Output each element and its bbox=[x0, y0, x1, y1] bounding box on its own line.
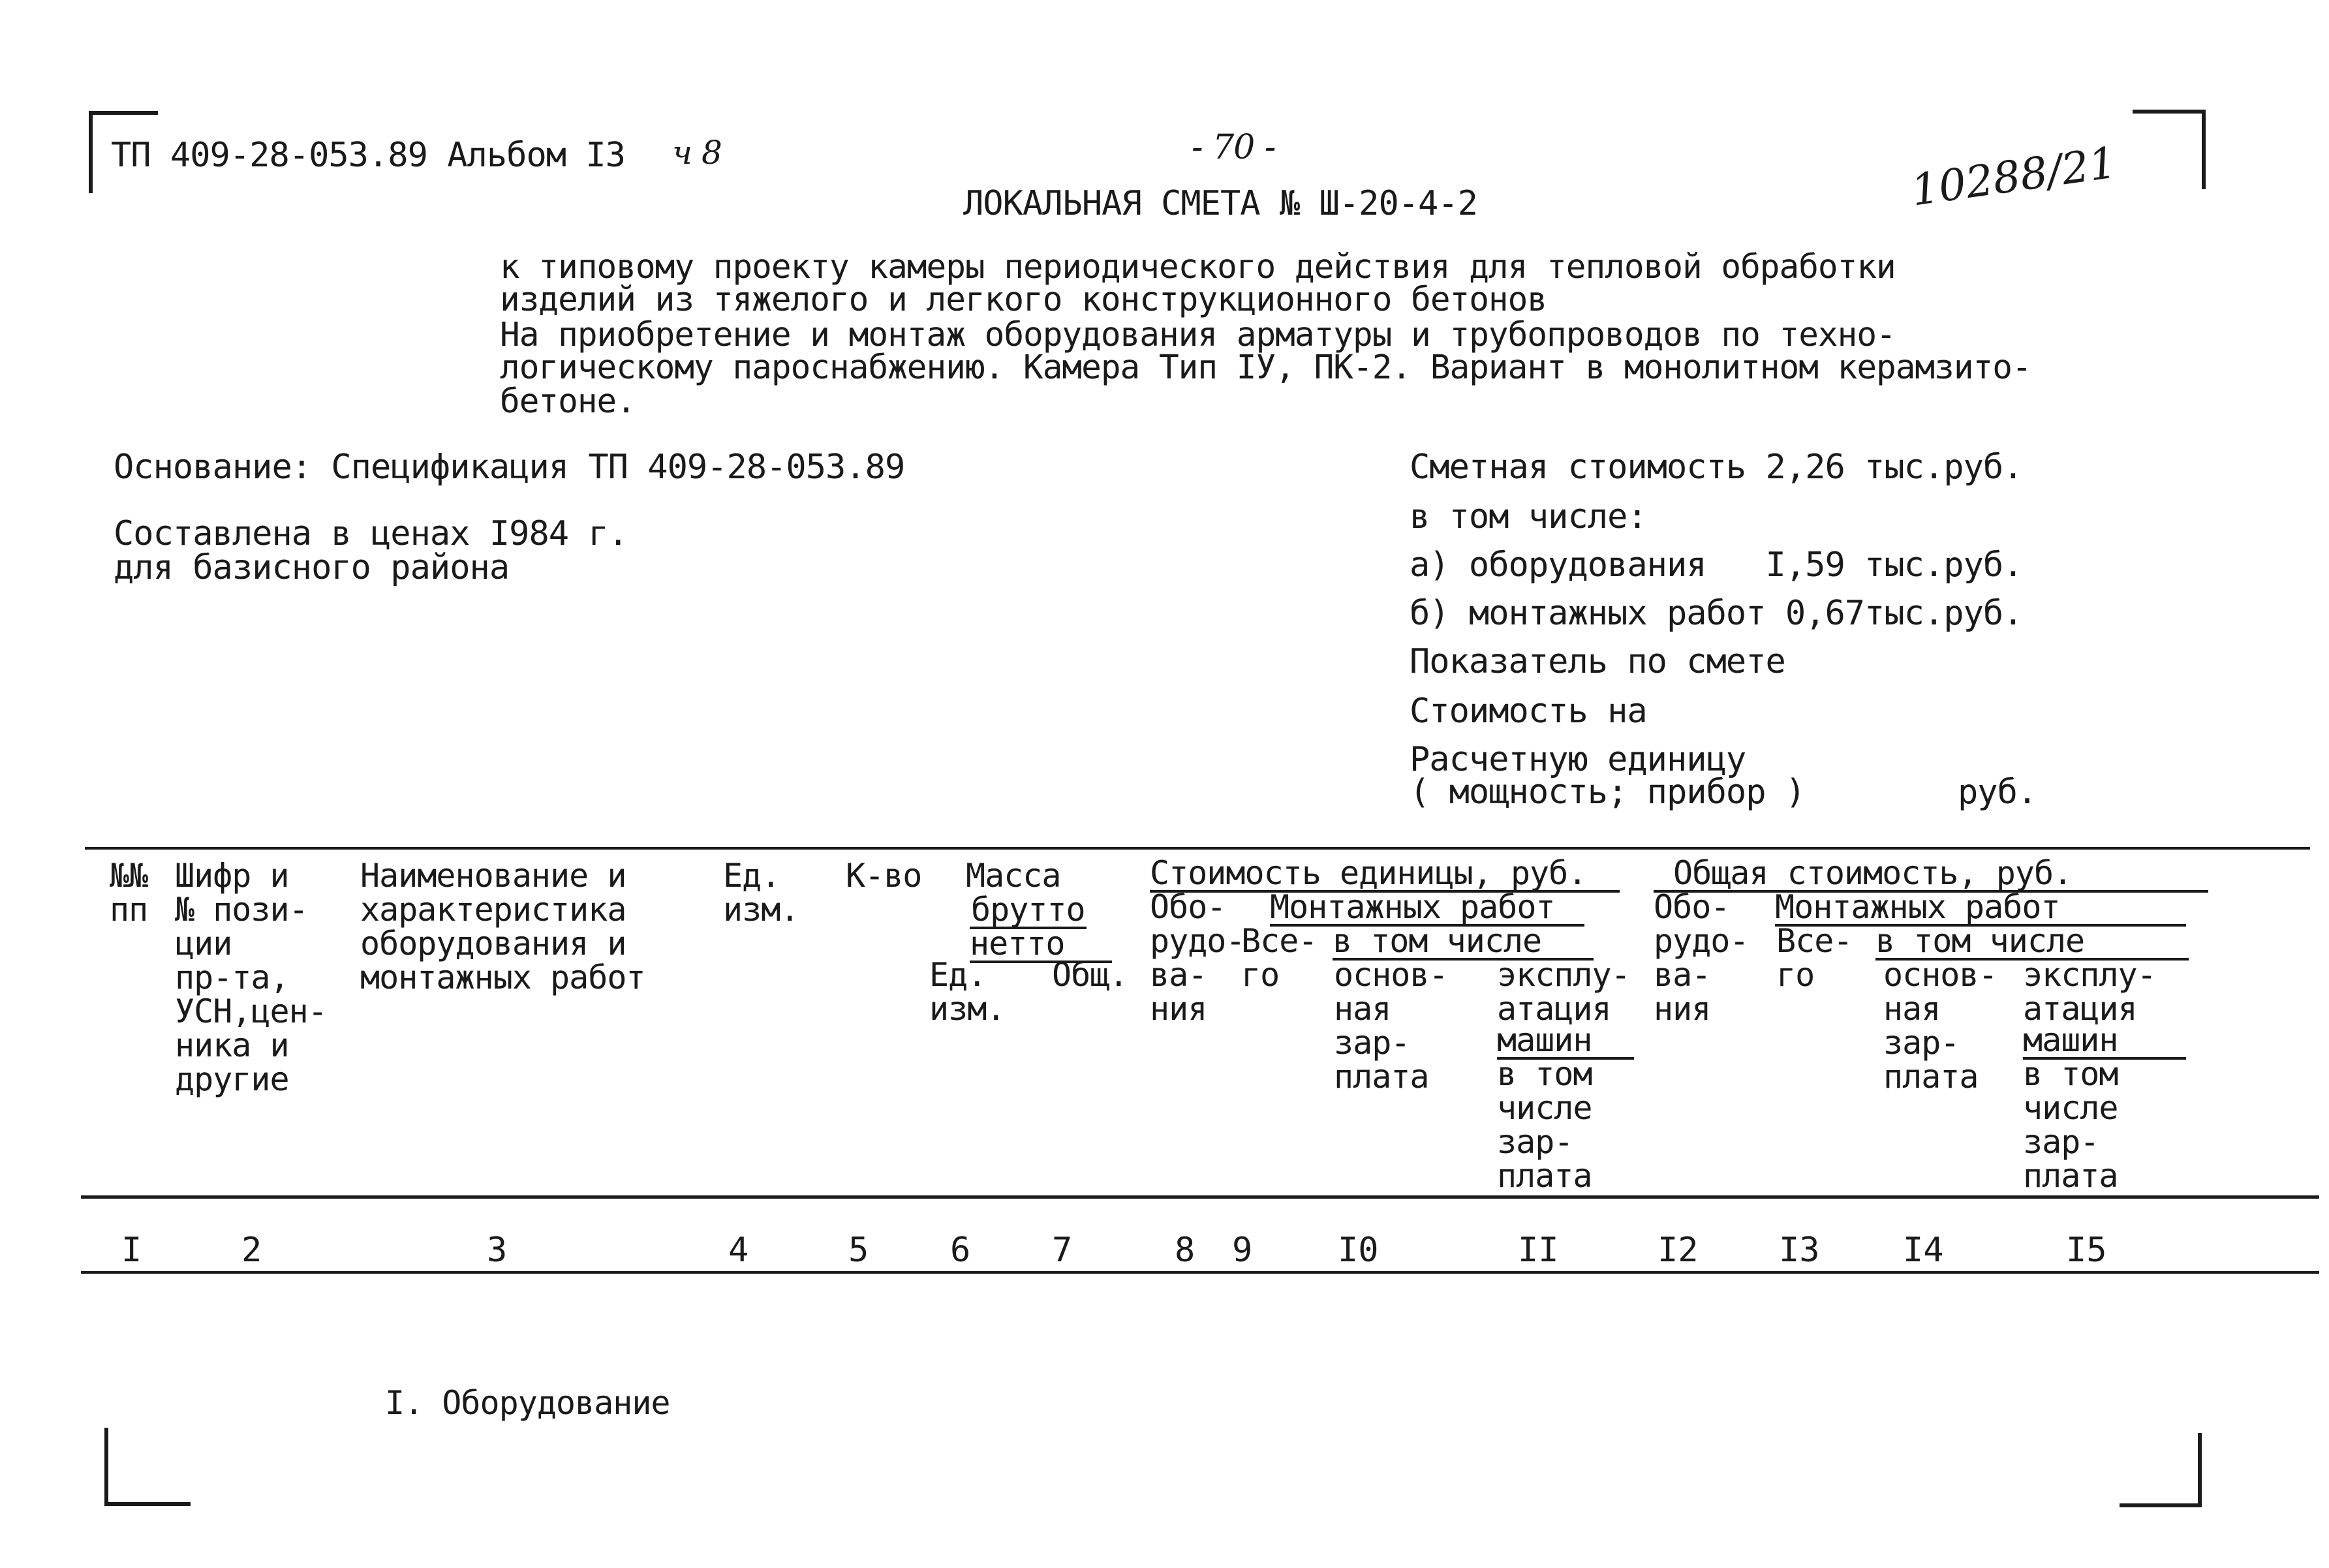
mass-header: Масса bbox=[966, 857, 1061, 895]
document-code: ТП 409-28-053.89 Альбом I3 bbox=[111, 136, 625, 175]
unit-including-header: в том числе bbox=[1333, 924, 1594, 961]
column-number-14: I4 bbox=[1903, 1231, 1944, 1270]
base-region: для базисного района bbox=[114, 548, 510, 587]
unit-machine-salary-header: в том числе зар- плата bbox=[1497, 1055, 1592, 1195]
column-number-4: 4 bbox=[728, 1231, 749, 1270]
total-cost-header: Общая стоимость, руб. bbox=[1654, 856, 2208, 893]
equipment-cost: а) оборудования I,59 тыс.руб. bbox=[1410, 546, 2023, 585]
unit-machine-operation-header: эксплу- атация bbox=[1497, 956, 1630, 1028]
column-number-15: I5 bbox=[2066, 1231, 2107, 1270]
unit-equipment-header: Обо- рудо- ва- ния bbox=[1150, 888, 1245, 1028]
description-line-2: изделий из тяжелого и легкого конструкционного бетонов bbox=[500, 281, 1547, 319]
column-number-3: 3 bbox=[487, 1231, 508, 1270]
total-machine-operation-header: эксплу- атация bbox=[2023, 956, 2156, 1028]
handwritten-inventory-number: 10288/21 bbox=[1908, 137, 2120, 216]
column-number-10: I0 bbox=[1338, 1231, 1379, 1270]
total-base-salary-header: основ- ная зар- плата bbox=[1883, 956, 1997, 1096]
column-number-8: 8 bbox=[1175, 1231, 1195, 1270]
unit-machines-label: машин bbox=[1497, 1023, 1634, 1060]
total-machine-salary-header: в том числе зар- плата bbox=[2023, 1055, 2118, 1195]
column-number-13: I3 bbox=[1779, 1231, 1820, 1270]
cost-per-label: Стоимость на bbox=[1410, 692, 1647, 731]
mass-netto-label: нетто bbox=[970, 927, 1112, 963]
estimate-indicator: Показатель по смете bbox=[1410, 642, 1785, 681]
basis-specification: Основание: Спецификация ТП 409-28-053.89 bbox=[114, 448, 905, 487]
estimated-cost: Сметная стоимость 2,26 тыс.руб. bbox=[1410, 448, 2023, 487]
unit-installation-header: Монтажных работ bbox=[1270, 890, 1584, 927]
section-title-equipment: I. Оборудование bbox=[385, 1384, 670, 1422]
column-number-12: I2 bbox=[1658, 1231, 1699, 1270]
table-top-rule bbox=[85, 847, 2310, 850]
total-including-header: в том числе bbox=[1875, 924, 2189, 961]
corner-bottom-right bbox=[2120, 1433, 2202, 1507]
column-number-7: 7 bbox=[1052, 1231, 1073, 1270]
column-number-2: 2 bbox=[241, 1231, 262, 1270]
total-machines-label: машин bbox=[2023, 1023, 2186, 1060]
column-number-1: I bbox=[121, 1231, 142, 1270]
handwritten-album-note: ч 8 bbox=[672, 134, 722, 172]
mass-brutto-label: брутто bbox=[971, 891, 1085, 929]
unit-installation-total-header: Все- го bbox=[1241, 922, 1318, 994]
column-number-11: II bbox=[1518, 1231, 1559, 1270]
description-line-1: к типовому проекту камеры периодического действия для тепловой обработки bbox=[500, 248, 1896, 286]
total-installation-header: Монтажных работ bbox=[1775, 890, 2186, 927]
unit-currency: руб. bbox=[1958, 773, 2037, 812]
corner-bottom-left bbox=[104, 1428, 191, 1506]
mass-total-header: Общ. bbox=[1052, 956, 1128, 994]
calculation-unit-label: Расчетную единицу bbox=[1410, 740, 1746, 779]
installation-cost: б) монтажных работ 0,67тыс.руб. bbox=[1410, 594, 2023, 633]
column-number-9: 9 bbox=[1232, 1231, 1253, 1270]
col-header-code: Шифр и № пози- ции пр-та, УСН,цен- ника и другие bbox=[175, 857, 327, 1098]
mass-unit-header: Ед. изм. bbox=[929, 956, 1006, 1028]
column-number-6: 6 bbox=[950, 1231, 971, 1270]
corner-top-right bbox=[2133, 110, 2206, 189]
description-line-4: логическому пароснабжению. Камера Тип IУ, ПК-2. Вариант в монолитном керамзито- bbox=[500, 348, 2031, 387]
col-header-unit: Ед. изм. bbox=[723, 857, 799, 929]
col-header-number: №№ пп bbox=[110, 857, 148, 929]
total-equipment-header: Обо- рудо- ва- ния bbox=[1654, 888, 1749, 1028]
total-installation-total-header: Все- го bbox=[1776, 922, 1853, 994]
description-line-3: На приобретение и монтаж оборудования арматуры и трубопроводов по техно- bbox=[500, 316, 1896, 354]
including-label: в том числе: bbox=[1410, 497, 1647, 536]
column-numbers-rule bbox=[81, 1271, 2319, 1274]
col-header-name: Наименование и характеристика оборудования и монтажных работ bbox=[360, 857, 645, 996]
table-header-bottom-rule bbox=[81, 1195, 2319, 1199]
unit-base-salary-header: основ- ная зар- плата bbox=[1334, 956, 1448, 1096]
prices-year: Составлена в ценах I984 г. bbox=[114, 514, 628, 553]
capacity-device-label: ( мощность; прибор ) bbox=[1410, 773, 1806, 812]
page-title: ЛОКАЛЬНАЯ СМЕТА № Ш-20-4-2 bbox=[963, 184, 1477, 223]
page-number: - 70 - bbox=[1192, 128, 1276, 167]
column-number-5: 5 bbox=[848, 1231, 869, 1270]
unit-cost-header: Стоимость единицы, руб. bbox=[1150, 856, 1620, 893]
col-header-quantity: К-во bbox=[846, 857, 922, 895]
description-line-5: бетоне. bbox=[500, 382, 636, 421]
